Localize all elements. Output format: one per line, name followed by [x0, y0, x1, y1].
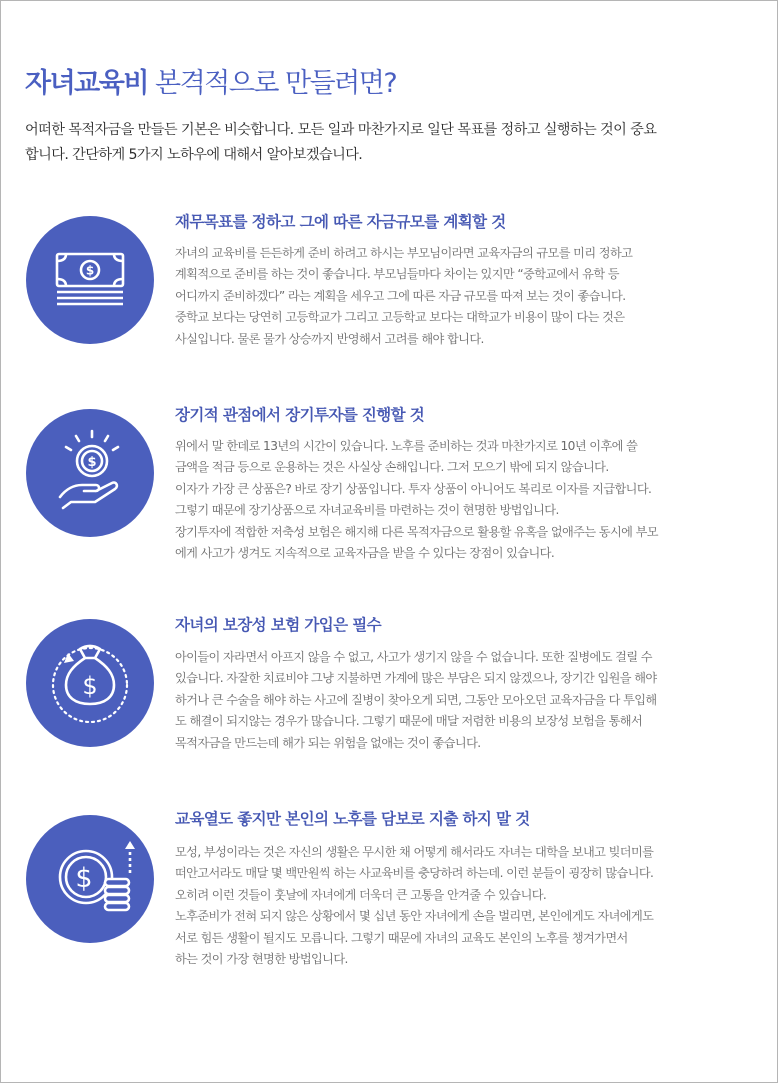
body-line: 있습니다. 자잘한 치료비야 그냥 지불하면 가계에 많은 부담은 되지 않겠으나, 장기간 입원을 해야	[175, 671, 657, 686]
intro-line: 합니다. 간단하게 5가지 노하우에 대해서 알아보겠습니다.	[25, 147, 363, 163]
body-line: 이자가 가장 큰 상품은? 바로 장기 상품입니다. 투자 상품이 아니어도 복리로 이자를 지급합니다.	[175, 481, 652, 496]
body-line: 하는 것이 가장 현명한 방법입니다.	[175, 952, 348, 967]
section-title: 자녀의 보장성 보험 가입은 필수	[175, 616, 382, 634]
body-line: 중학교 보다는 당연히 고등학교가 그리고 고등학교 보다는 대학교가 비용이 많이 다는 것은	[175, 310, 625, 325]
section-body	[175, 436, 761, 564]
svg-text:$: $	[85, 263, 95, 278]
body-line: 장기투자에 적합한 저축성 보험은 해지해 다른 목적자금으로 활용할 유혹을 없애주는 동시에 부모	[175, 524, 658, 539]
page-title-rest: 본격적으로 만들려면?	[147, 68, 397, 99]
body-line: 노후준비가 전혀 되지 않은 상황에서 몇 십년 동안 자녀에게 손을 벌리면, 본인에게도 자녀에게도	[175, 909, 654, 924]
money-bills-icon	[26, 216, 154, 344]
intro-line: 어떠한 목적자금을 만들든 기본은 비슷합니다. 모든 일과 마찬가지로 일단 목표를 정하고 실행하는 것이 중요	[25, 122, 657, 138]
coins-growth-icon	[26, 815, 154, 943]
svg-text:$: $	[75, 863, 93, 894]
intro-paragraph	[25, 118, 765, 168]
body-line: 떠안고서라도 매달 몇 백만원씩 하는 사교육비를 충당하려 하는데. 이런 분들이 굉장히 많습니다.	[175, 866, 654, 881]
page-title	[25, 61, 396, 100]
body-line: 어디까지 준비하겠다” 라는 계획을 세우고 그에 따른 자금 규모를 따져 보는 것이 좋습니다.	[175, 288, 626, 303]
money-bag-icon	[26, 619, 154, 747]
section-title: 재무목표를 정하고 그에 따른 자금규모를 계획할 것	[175, 213, 506, 231]
body-line: 모성, 부성이라는 것은 자신의 생활은 무시한 채 어떻게 해서라도 자녀는 대학을 보내고 빚더미를	[175, 845, 654, 859]
hand-holding-coin-icon	[26, 409, 154, 537]
page-title-strong: 자녀교육비	[25, 68, 148, 99]
section-title: 교육열도 좋지만 본인의 노후를 담보로 지출 하지 말 것	[175, 810, 530, 828]
body-line: 하거나 큰 수술을 해야 하는 사고에 질병이 찾아오게 되면, 그동안 모아오던 교육자금을 다 투입해	[175, 692, 657, 707]
svg-text:$: $	[82, 672, 98, 700]
body-line: 목적자금을 만드는데 해가 되는 위험을 없애는 것이 좋습니다.	[175, 735, 481, 750]
section-body	[175, 842, 761, 970]
body-line: 사실입니다. 물론 물가 상승까지 반영해서 고려를 해야 합니다.	[175, 331, 484, 346]
body-line: 도 해결이 되지않는 경우가 많습니다. 그렇기 때문에 매달 저렴한 비용의 보장성 보험을 통해서	[175, 714, 643, 729]
body-line: 금액을 적금 등으로 운용하는 것은 사실상 손해입니다. 그저 모으기 밖에 되지 않습니다.	[175, 460, 609, 475]
section-body	[175, 243, 761, 350]
body-line: 아이들이 자라면서 아프지 않을 수 없고, 사고가 생기지 않을 수 없습니다. 또한 질병에도 걸릴 수	[175, 650, 652, 664]
body-line: 그렇기 때문에 장기상품으로 자녀교육비를 마련하는 것이 현명한 방법입니다.	[175, 503, 559, 518]
section-title: 장기적 관점에서 장기투자를 진행할 것	[175, 406, 425, 424]
body-line: 오히려 이런 것들이 훗날에 자녀에게 더욱더 큰 고통을 안겨줄 수 있습니다.	[175, 887, 547, 902]
body-line: 계획적으로 준비를 하는 것이 좋습니다. 부모님들마다 차이는 있지만 “중학교에서 유학 등	[175, 267, 619, 282]
body-line: 서로 힘든 생활이 될지도 모릅니다. 그렇기 때문에 자녀의 교육도 본인의 노후를 챙겨가면서	[175, 930, 628, 945]
body-line: 에게 사고가 생겨도 지속적으로 교육자금을 받을 수 있다는 장점이 있습니다.	[175, 546, 555, 561]
section-body	[175, 647, 761, 754]
body-line: 위에서 말 한데로 13년의 시간이 있습니다. 노후를 준비하는 것과 마찬가지로 10년 이후에 쓸	[175, 439, 638, 453]
svg-text:$: $	[87, 455, 97, 470]
body-line: 자녀의 교육비를 든든하게 준비 하려고 하시는 부모님이라면 교육자금의 규모를 미리 정하고	[175, 246, 633, 260]
